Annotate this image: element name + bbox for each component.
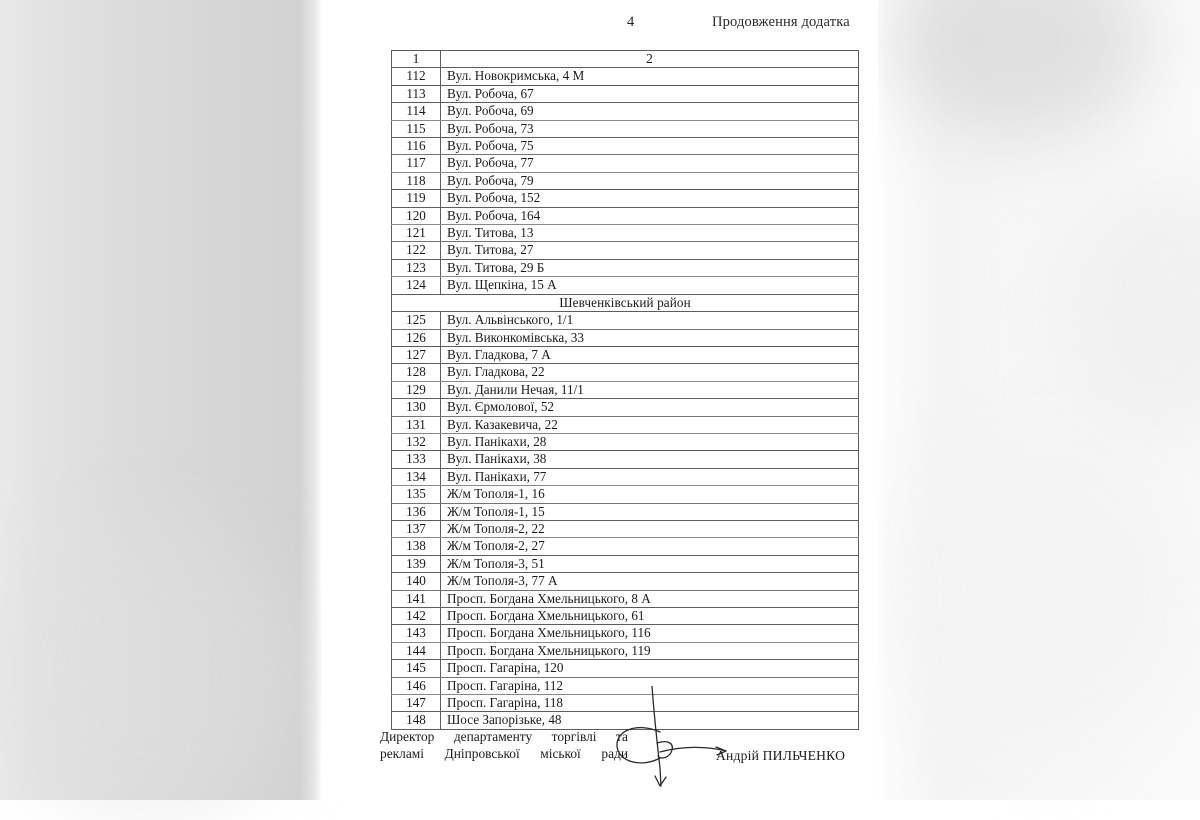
backdrop-blur-spot (0, 520, 300, 820)
signatory-title (380, 728, 628, 762)
row-number: 137 (392, 520, 441, 537)
row-number: 136 (392, 503, 441, 520)
page-number: 4 (627, 14, 635, 30)
row-address: Вул. Робоча, 152 (441, 190, 859, 207)
row-address: Ж/м Тополя-2, 22 (441, 520, 859, 537)
row-number: 141 (392, 590, 441, 607)
section-title: Шевченківський район (392, 294, 859, 311)
row-address: Вул. Єрмолової, 52 (441, 399, 859, 416)
address-table (391, 50, 859, 730)
table-row (392, 433, 859, 450)
table-row (392, 346, 859, 363)
signatory-title-line-2: рекламі Дніпровської міської ради (380, 746, 628, 761)
table-row (392, 190, 859, 207)
row-number: 148 (392, 712, 441, 729)
row-number: 144 (392, 642, 441, 659)
table-row (392, 381, 859, 398)
row-number: 120 (392, 207, 441, 224)
row-address: Вул. Робоча, 75 (441, 138, 859, 155)
row-number: 129 (392, 381, 441, 398)
row-number: 125 (392, 312, 441, 329)
table-row (392, 555, 859, 572)
column-header-address: 2 (441, 51, 859, 68)
table-row (392, 259, 859, 276)
table-row (392, 642, 859, 659)
row-number: 118 (392, 172, 441, 189)
signature-block (380, 728, 880, 788)
row-number: 122 (392, 242, 441, 259)
row-address: Вул. Гладкова, 7 А (441, 346, 859, 363)
table-row (392, 468, 859, 485)
table-row (392, 486, 859, 503)
table-row (392, 103, 859, 120)
row-address: Вул. Титова, 29 Б (441, 259, 859, 276)
row-number: 134 (392, 468, 441, 485)
row-address: Просп. Богдана Хмельницького, 119 (441, 642, 859, 659)
row-address: Вул. Панікахи, 38 (441, 451, 859, 468)
table-row (392, 329, 859, 346)
signatory-name: Андрій ПИЛЬЧЕНКО (716, 748, 846, 763)
table-row (392, 138, 859, 155)
row-address: Вул. Робоча, 79 (441, 172, 859, 189)
table-row (392, 608, 859, 625)
table-header-row (392, 51, 859, 68)
table-row (392, 207, 859, 224)
table-row (392, 677, 859, 694)
table-row (392, 399, 859, 416)
table-row (392, 155, 859, 172)
document-page (322, 0, 878, 800)
row-address: Ж/м Тополя-3, 77 А (441, 573, 859, 590)
row-number: 117 (392, 155, 441, 172)
row-number: 131 (392, 416, 441, 433)
row-address: Ж/м Тополя-3, 51 (441, 555, 859, 572)
row-number: 114 (392, 103, 441, 120)
table-header (392, 51, 859, 68)
table-row (392, 120, 859, 137)
column-header-number: 1 (392, 51, 441, 68)
table-section-row (392, 294, 859, 311)
row-address: Вул. Данили Нечая, 11/1 (441, 381, 859, 398)
row-address: Вул. Гладкова, 22 (441, 364, 859, 381)
table-row (392, 520, 859, 537)
row-address: Вул. Альвінського, 1/1 (441, 312, 859, 329)
row-number: 127 (392, 346, 441, 363)
signatory-title-line-1: Директор департаменту торгівлі та (380, 729, 628, 744)
row-number: 142 (392, 608, 441, 625)
table-row (392, 625, 859, 642)
table-row (392, 277, 859, 294)
row-address: Шосе Запорізьке, 48 (441, 712, 859, 729)
table-row (392, 590, 859, 607)
row-number: 138 (392, 538, 441, 555)
row-number: 140 (392, 573, 441, 590)
row-address: Просп. Богдана Хмельницького, 116 (441, 625, 859, 642)
row-address: Просп. Богдана Хмельницького, 61 (441, 608, 859, 625)
row-number: 123 (392, 259, 441, 276)
row-address: Вул. Новокримська, 4 М (441, 68, 859, 85)
table-row (392, 172, 859, 189)
row-number: 145 (392, 660, 441, 677)
row-address: Вул. Титова, 27 (441, 242, 859, 259)
backdrop-blur-spot (900, 430, 1200, 750)
row-address: Ж/м Тополя-1, 15 (441, 503, 859, 520)
row-number: 121 (392, 225, 441, 242)
row-address: Вул. Титова, 13 (441, 225, 859, 242)
backdrop-blur-spot (890, 0, 1150, 140)
row-number: 116 (392, 138, 441, 155)
row-number: 132 (392, 433, 441, 450)
row-number: 124 (392, 277, 441, 294)
row-number: 126 (392, 329, 441, 346)
row-address: Вул. Робоча, 73 (441, 120, 859, 137)
table-row (392, 416, 859, 433)
row-address: Вул. Казакевича, 22 (441, 416, 859, 433)
table-row (392, 503, 859, 520)
row-address: Ж/м Тополя-1, 16 (441, 486, 859, 503)
row-number: 112 (392, 68, 441, 85)
row-address: Вул. Щепкіна, 15 А (441, 277, 859, 294)
row-number: 139 (392, 555, 441, 572)
row-address: Вул. Робоча, 67 (441, 85, 859, 102)
row-number: 115 (392, 120, 441, 137)
table-row (392, 695, 859, 712)
row-number: 113 (392, 85, 441, 102)
table-row (392, 225, 859, 242)
table-row (392, 712, 859, 729)
row-number: 119 (392, 190, 441, 207)
row-number: 143 (392, 625, 441, 642)
table-row (392, 68, 859, 85)
row-number: 130 (392, 399, 441, 416)
table-row (392, 242, 859, 259)
row-address: Вул. Панікахи, 28 (441, 433, 859, 450)
table-row (392, 85, 859, 102)
row-number: 133 (392, 451, 441, 468)
row-address: Просп. Гагаріна, 112 (441, 677, 859, 694)
row-address: Ж/м Тополя-2, 27 (441, 538, 859, 555)
table-row (392, 538, 859, 555)
table-row (392, 573, 859, 590)
table-row (392, 451, 859, 468)
row-address: Просп. Гагаріна, 118 (441, 695, 859, 712)
backdrop-blur-spot (1060, 180, 1200, 440)
row-address: Вул. Виконкомівська, 33 (441, 329, 859, 346)
row-address: Вул. Робоча, 164 (441, 207, 859, 224)
row-number: 146 (392, 677, 441, 694)
table-row (392, 660, 859, 677)
table-row (392, 312, 859, 329)
document-header (322, 14, 878, 36)
header-caption: Продовження додатка (712, 14, 850, 30)
row-address: Просп. Гагаріна, 120 (441, 660, 859, 677)
table-row (392, 364, 859, 381)
row-number: 128 (392, 364, 441, 381)
row-number: 147 (392, 695, 441, 712)
table-body (392, 68, 859, 729)
row-number: 135 (392, 486, 441, 503)
row-address: Просп. Богдана Хмельницького, 8 А (441, 590, 859, 607)
row-address: Вул. Робоча, 77 (441, 155, 859, 172)
row-address: Вул. Панікахи, 77 (441, 468, 859, 485)
row-address: Вул. Робоча, 69 (441, 103, 859, 120)
